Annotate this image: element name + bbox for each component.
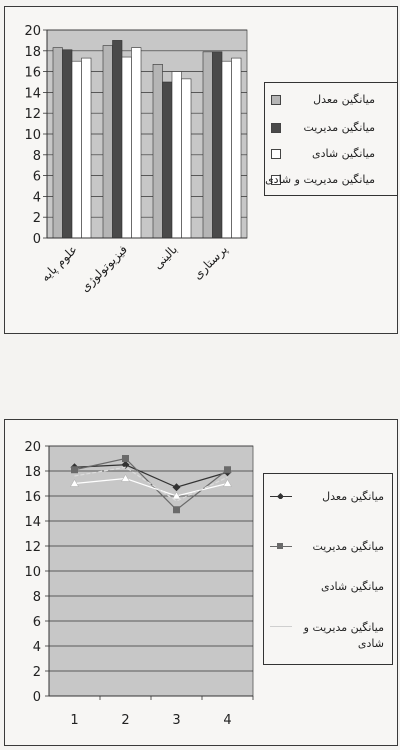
legend-label: میانگین معدل [313,93,375,106]
y-tick-label: 20 [24,440,41,455]
bar [222,61,232,238]
x-tick-label: 3 [172,713,181,728]
bar [122,57,132,238]
data-point [71,466,78,473]
line-chart-legend [263,473,393,665]
legend-label: میانگین مدیریت و شادی [265,173,375,186]
x-tick-label: پرستاری [190,242,231,283]
y-tick-label: 2 [32,665,41,680]
bar [72,61,82,238]
legend-label: میانگین شادی [321,580,384,593]
data-point [224,466,231,473]
x-tick-label: 4 [223,713,232,728]
y-tick-label: 6 [32,169,41,185]
x-tick-label: بالینی [150,242,181,272]
bar [182,79,192,238]
y-tick-label: 14 [24,86,41,102]
legend-label: میانگین مدیریت [312,540,384,553]
legend-item-modiriat-va-shadi [270,620,388,656]
bar [53,48,63,238]
y-tick-label: 10 [24,565,41,580]
y-tick-label: 6 [32,615,41,630]
x-tick-label: 2 [121,713,130,728]
bar [232,58,242,238]
y-tick-label: 2 [32,211,41,227]
x-tick-label: علوم پایه [38,242,81,285]
data-point [173,506,180,513]
bar-chart-panel [4,6,398,334]
data-point [122,455,129,462]
legend-item-shadi [271,145,393,163]
bar [172,72,182,238]
y-tick-label: 10 [24,128,41,143]
y-tick-label: 20 [24,24,41,39]
square-marker-icon [277,543,283,549]
legend-label: میانگین مدیریت و شادی [303,621,384,650]
y-tick-label: 8 [32,590,41,605]
y-tick-label: 0 [32,232,41,247]
y-tick-label: 0 [32,690,41,705]
bar [153,64,163,238]
y-tick-label: 4 [32,640,41,655]
line-chart-panel [4,419,398,746]
bar [203,52,213,238]
legend-item-shadi [270,578,388,596]
bar [82,58,92,238]
y-tick-label: 12 [24,540,41,555]
y-tick-label: 14 [24,515,41,530]
bar [63,50,73,238]
y-tick-label: 4 [32,190,41,206]
legend-item-modiriat-va-shadi [265,171,393,189]
bar [103,46,113,238]
y-tick-label: 16 [24,490,41,505]
bar [163,82,173,238]
y-tick-label: 16 [24,65,41,81]
x-tick-label: 1 [70,713,79,728]
legend-item-moaddel [270,488,388,506]
diamond-marker-icon [277,493,283,499]
x-tick-label: فیزیوتولوژی [77,242,131,295]
legend-swatch-moaddel [271,95,281,105]
legend-label: میانگین معدل [322,490,384,503]
legend-label: میانگین شادی [312,147,375,160]
y-tick-label: 12 [24,107,41,123]
y-tick-label: 18 [24,44,41,60]
legend-item-modiriat [271,119,393,137]
bar [132,48,142,238]
legend-item-modiriat [270,538,388,556]
y-tick-label: 18 [24,465,41,480]
legend-swatch-shadi [271,149,281,159]
legend-item-moaddel [271,91,393,109]
legend-label: میانگین مدیریت [303,121,375,134]
bar [213,52,223,238]
bar-chart-legend [264,82,398,196]
bar [113,40,123,238]
legend-swatch-modiriat [271,123,281,133]
y-tick-label: 8 [32,148,41,164]
